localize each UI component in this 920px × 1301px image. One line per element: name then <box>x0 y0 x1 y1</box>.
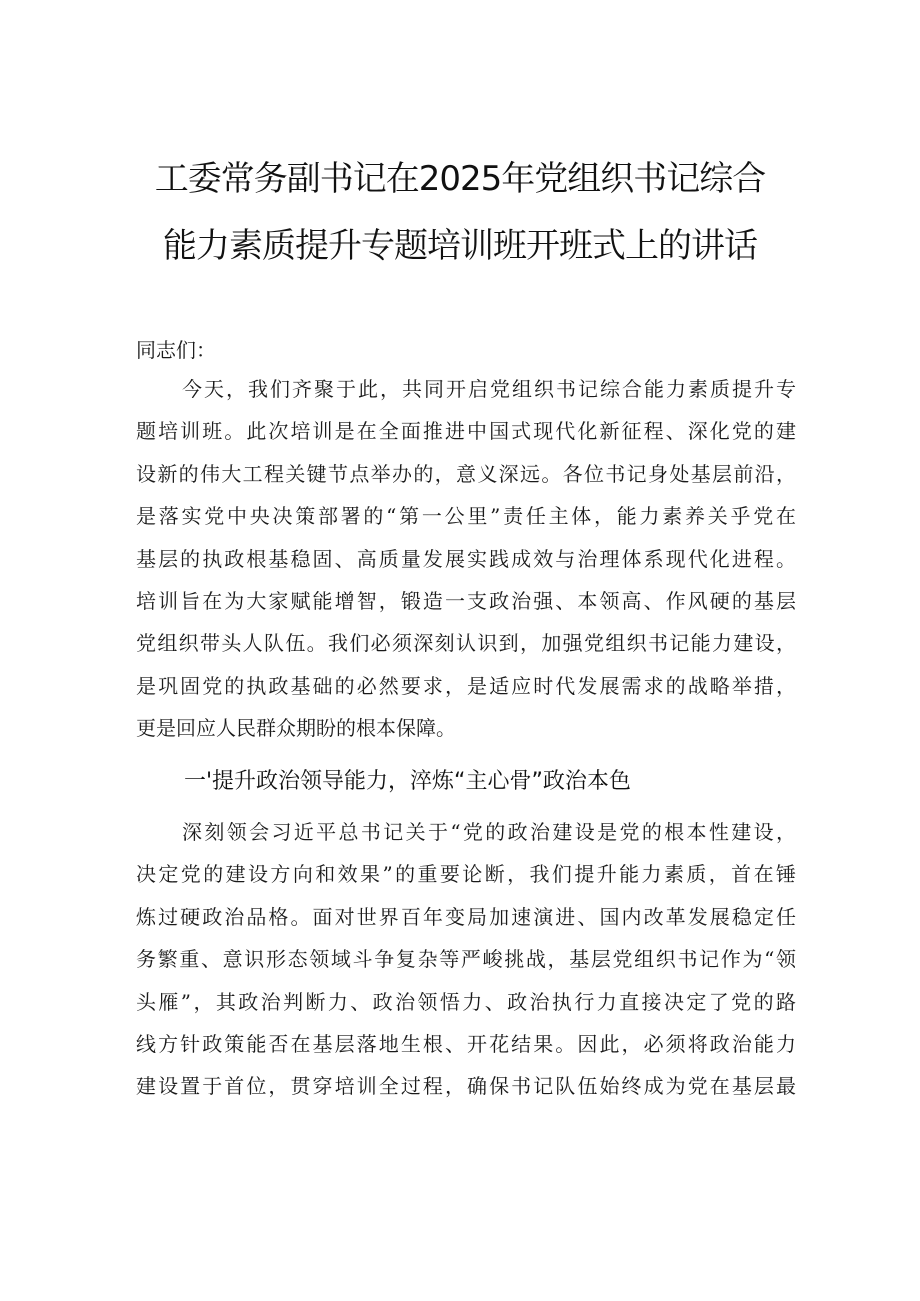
salutation: 同志们： <box>136 338 216 362</box>
paragraph-1-line: 题培训班。此次培训是在全面推进中国式现代化新征程、深化党的建 <box>136 419 796 444</box>
paragraph-1-line: 设新的伟大工程关键节点举办的，意义深远。各位书记身处基层前沿， <box>136 461 796 486</box>
paragraph-1-line: 党组织带头人队伍。我们必须深刻认识到，加强党组织书记能力建设， <box>136 631 796 656</box>
paragraph-2-line: 建设置于首位，贯穿培训全过程，确保书记队伍始终成为党在基层最 <box>136 1074 796 1099</box>
paragraph-2 <box>136 817 796 1114</box>
paragraph-1-line: 是巩固党的执政基础的必然要求，是适应时代发展需求的战略举措， <box>136 673 796 698</box>
paragraph-2-line: 线方针政策能否在基层落地生根、开花结果。因此，必须将政治能力 <box>136 1031 796 1056</box>
paragraph-1-line: 是落实党中央决策部署的“第一公里”责任主体，能力素养关乎党在 <box>136 504 796 529</box>
document-title-line-2: 能力素质提升专题培训班开班式上的讲话 <box>163 226 757 266</box>
paragraph-2-line: 头雁”，其政治判断力、政治领悟力、政治执行力直接决定了党的路 <box>136 989 796 1014</box>
paragraph-2-line: 务繁重、意识形态领域斗争复杂等严峻挑战，基层党组织书记作为“领 <box>136 947 796 972</box>
paragraph-1 <box>136 374 796 756</box>
paragraph-2-line: 炼过硬政治品格。面对世界百年变局加速演进、国内改革发展稳定任 <box>136 904 796 929</box>
paragraph-1-line: 今天，我们齐聚于此，共同开启党组织书记综合能力素质提升专 <box>182 377 796 401</box>
paragraph-1-line: 更是回应人民群众期盼的根本保障。 <box>136 716 456 741</box>
paragraph-2-line: 决定党的建设方向和效果”的重要论断，我们提升能力素质，首在锤 <box>136 862 796 887</box>
paragraph-2-line: 深刻领会习近平总书记关于“党的政治建设是党的根本性建设， <box>182 820 796 844</box>
section-heading: 一'提升政治领导能力，淬炼“主心骨”政治本色 <box>184 769 631 794</box>
document-title-line-1: 工委常务副书记在2025年党组织书记综合 <box>154 159 766 199</box>
paragraph-1-line: 培训旨在为大家赋能增智，锻造一支政治强、本领高、作风硬的基层 <box>136 588 796 613</box>
paragraph-1-line: 基层的执政根基稳固、高质量发展实践成效与治理体系现代化进程。 <box>136 546 796 571</box>
